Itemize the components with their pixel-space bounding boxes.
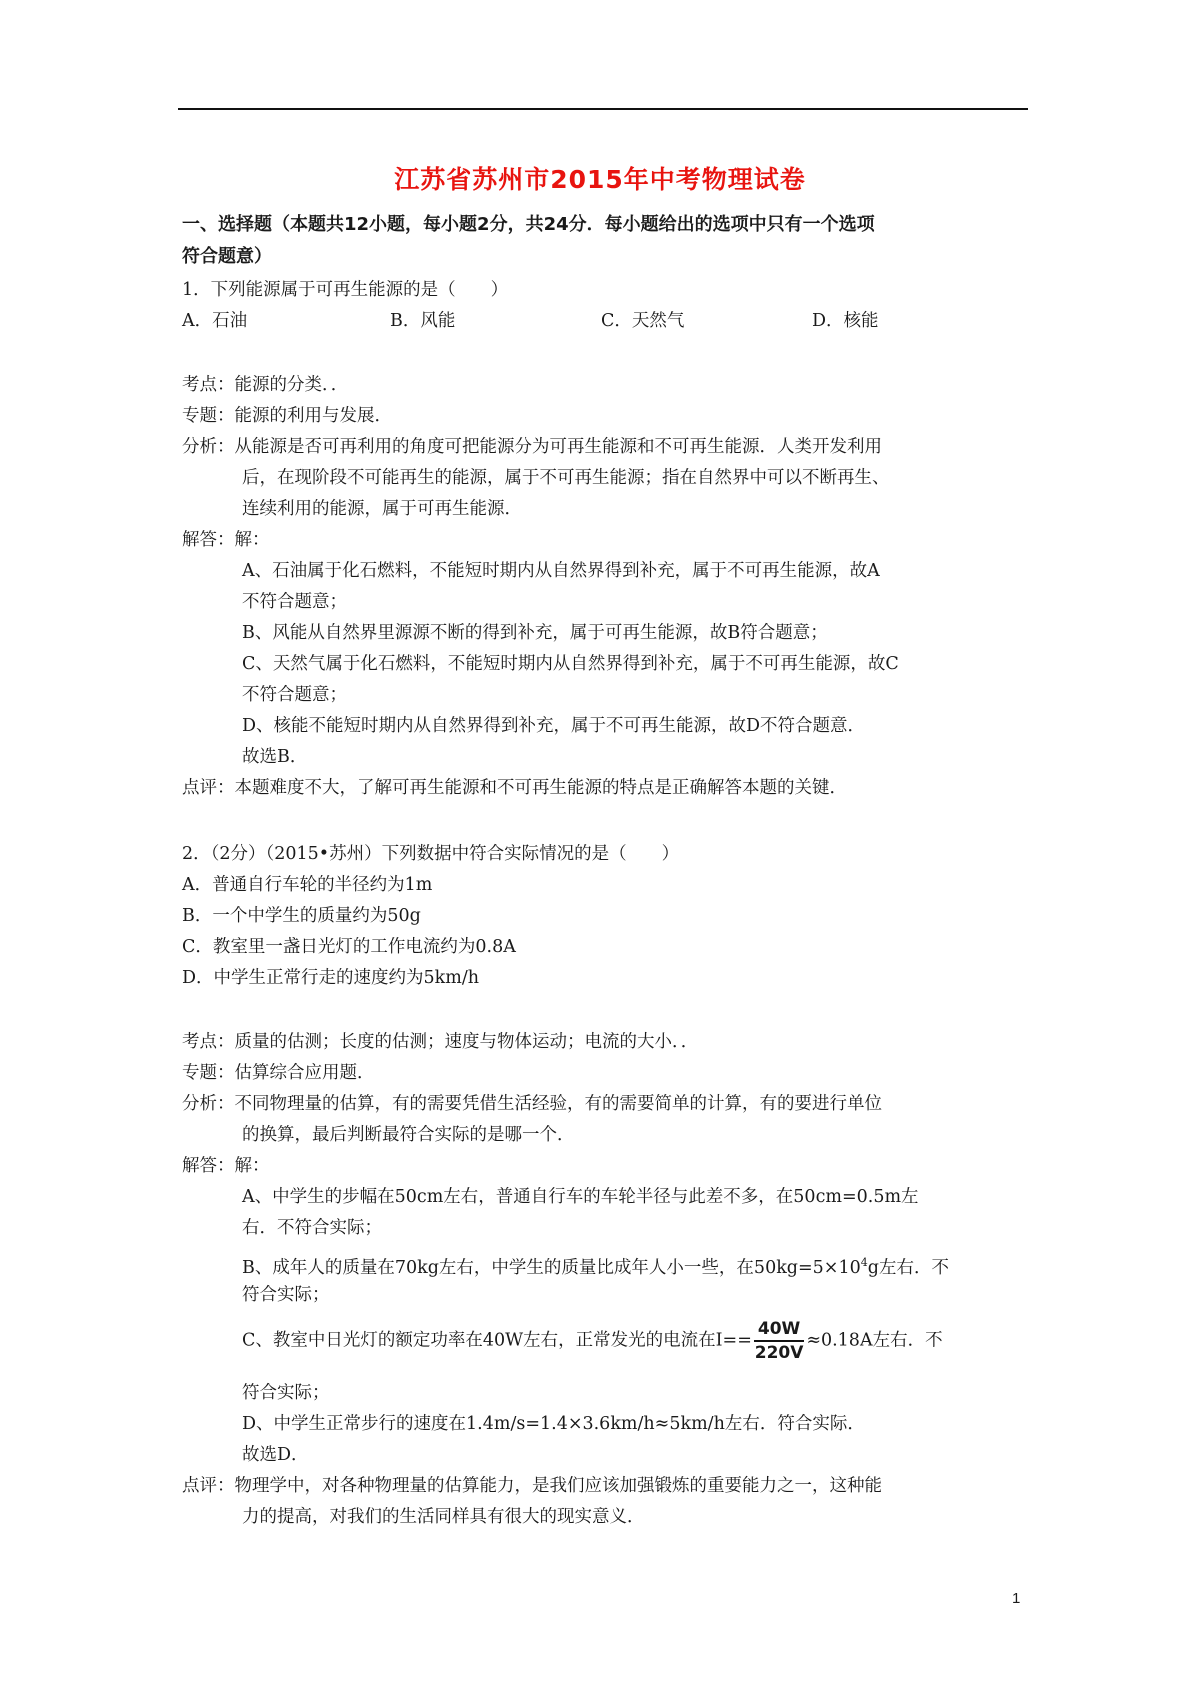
q1-jieda-line: C、天然气属于化石燃料，不能短时期内从自然界得到补充，属于不可再生能源，故C xyxy=(242,654,899,674)
q2-fenxi-line: 分析：不同物理量的估算，有的需要凭借生活经验，有的需要简单的计算，有的要进行单位 xyxy=(182,1094,882,1114)
q1-fenxi-line: 连续利用的能源，属于可再生能源． xyxy=(242,499,522,519)
q2-jieda-a-line2: 右．不符合实际； xyxy=(242,1218,382,1238)
q1-stem: 1．下列能源属于可再生能源的是（ ） xyxy=(182,280,509,300)
fraction-denominator: 220V xyxy=(754,1343,804,1363)
q1-zhuanti: 专题：能源的利用与发展． xyxy=(182,406,392,426)
q2-jieda-a-line1: A、中学生的步幅在50cm左右，普通自行车的车轮半径与此差不多，在50cm=0.5m左 xyxy=(242,1187,919,1207)
header-rule xyxy=(178,108,1028,110)
q2-jieda-b-post: g左右．不 xyxy=(867,1257,949,1278)
q1-kaodian: 考点：能源的分类．． xyxy=(182,375,349,395)
q2-jieda-b-line2: 符合实际； xyxy=(242,1285,330,1305)
fraction-numerator: 40W xyxy=(754,1318,804,1342)
q2-option-a: A．普通自行车轮的半径约为1m xyxy=(182,875,433,895)
q1-answer: 故选B． xyxy=(242,747,308,767)
q2-jieda-b-line1 xyxy=(242,1251,949,1280)
q1-jieda-line: 不符合题意； xyxy=(242,592,347,612)
q1-dianping: 点评：本题难度不大，了解可再生能源和不可再生能源的特点是正确解答本题的关键． xyxy=(182,778,847,798)
section-heading-line2: 符合题意） xyxy=(182,246,272,267)
q2-option-c: C．教室里一盏日光灯的工作电流约为0.8A xyxy=(182,937,516,957)
q1-jieda-label: 解答：解： xyxy=(182,530,270,550)
q1-fenxi-line: 分析：从能源是否可再利用的角度可把能源分为可再生能源和不可再生能源．人类开发利用 xyxy=(182,437,882,457)
q2-jieda-b-pre: B、成年人的质量在70kg左右，中学生的质量比成年人小一些，在50kg=5×10 xyxy=(242,1257,861,1278)
q2-option-d: D．中学生正常行走的速度约为5km/h xyxy=(182,968,480,988)
q2-zhuanti: 专题：估算综合应用题． xyxy=(182,1063,375,1083)
q2-jieda-b-exponent: 4 xyxy=(860,1256,868,1269)
q2-jieda-c-pre: C、教室中日光灯的额定功率在40W左右，正常发光的电流在I== xyxy=(242,1330,752,1351)
q2-jieda-c-line2: 符合实际； xyxy=(242,1383,330,1403)
q2-option-b: B．一个中学生的质量约为50g xyxy=(182,906,421,926)
q1-jieda-line: A、石油属于化石燃料，不能短时期内从自然界得到补充，属于不可再生能源，故A xyxy=(242,561,880,581)
q2-jieda-c-line1 xyxy=(242,1318,943,1364)
q2-answer: 故选D． xyxy=(242,1445,309,1465)
q1-option-b: B．风能 xyxy=(390,311,456,331)
q1-fenxi-line: 后，在现阶段不可能再生的能源，属于不可再生能源；指在自然界中可以不断再生、 xyxy=(242,468,890,488)
q2-stem: 2．（2分）（2015•苏州）下列数据中符合实际情况的是（ ） xyxy=(182,844,680,864)
section-heading-line1: 一、选择题（本题共12小题，每小题2分，共24分．每小题给出的选项中只有一个选项 xyxy=(182,214,875,235)
q2-jieda-label: 解答：解： xyxy=(182,1156,270,1176)
q2-jieda-c-post: ≈0.18A左右．不 xyxy=(806,1330,943,1351)
q1-jieda-line: B、风能从自然界里源源不断的得到补充，属于可再生能源，故B符合题意； xyxy=(242,623,828,643)
q2-fenxi-line: 的换算，最后判断最符合实际的是哪一个． xyxy=(242,1125,575,1145)
q2-dianping-line: 点评：物理学中，对各种物理量的估算能力，是我们应该加强锻炼的重要能力之一，这种能 xyxy=(182,1476,882,1496)
current-fraction xyxy=(754,1318,804,1364)
q1-jieda-line: 不符合题意； xyxy=(242,685,347,705)
page-title: 江苏省苏州市2015年中考物理试卷 xyxy=(394,165,806,194)
page-number: 1 xyxy=(1012,1590,1021,1607)
q1-jieda-line: D、核能不能短时期内从自然界得到补充，属于不可再生能源，故D不符合题意． xyxy=(242,716,866,736)
q2-kaodian: 考点：质量的估测；长度的估测；速度与物体运动；电流的大小．． xyxy=(182,1032,699,1052)
q1-option-a: A．石油 xyxy=(182,311,248,331)
q2-dianping-line: 力的提高，对我们的生活同样具有很大的现实意义． xyxy=(242,1507,645,1527)
q2-jieda-d-line1: D、中学生正常步行的速度在1.4m/s=1.4×3.6km/h≈5km/h左右．符合实际． xyxy=(242,1414,865,1434)
q1-option-c: C．天然气 xyxy=(601,311,685,331)
q1-option-d: D．核能 xyxy=(812,311,879,331)
